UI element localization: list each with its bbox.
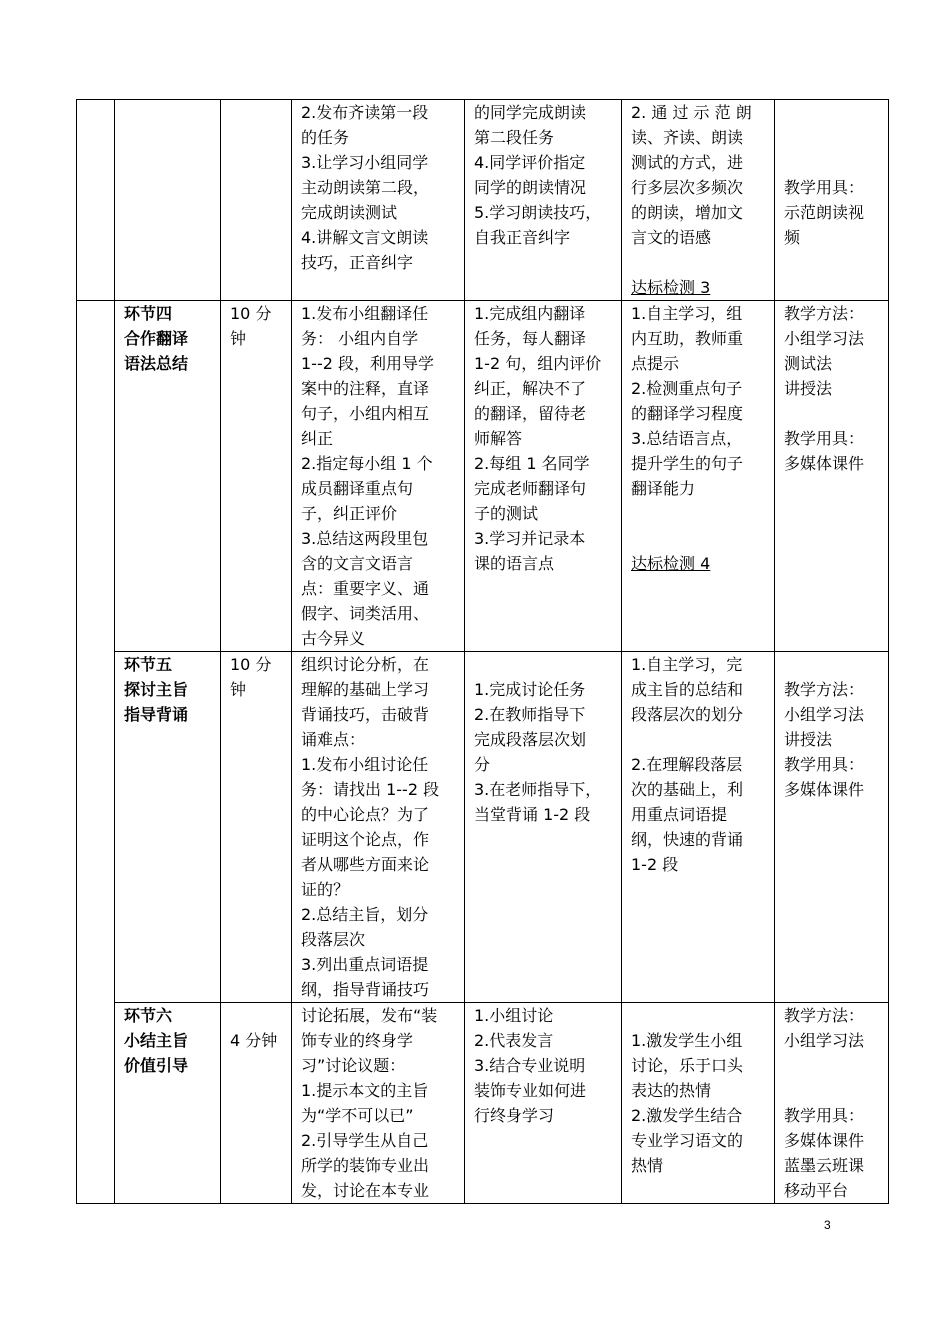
cell-text-line: 3.列出重点词语提	[301, 955, 429, 974]
cell-text-line: 2.在理解段落层	[631, 755, 743, 774]
lesson-plan-table	[76, 99, 889, 1204]
cell-text-line: 提升学生的句子	[631, 454, 744, 473]
cell-text-line: 1.自主学习，完	[631, 655, 743, 674]
cell-text-line: 指导背诵	[124, 705, 189, 724]
table-row-stage6	[77, 1003, 889, 1204]
cell-text-line: 组织讨论分析，在	[301, 655, 430, 674]
cell-text-line: 技巧，正音纠字	[301, 253, 414, 272]
cell-text-line: 所学的装饰专业出	[301, 1156, 430, 1175]
cell-text-line: 完成段落层次划	[474, 730, 587, 749]
blank-line	[474, 652, 615, 677]
time-cell	[221, 1003, 292, 1204]
cell-text-line: 2.指定每小组 1 个	[301, 454, 433, 473]
time-cell	[221, 652, 292, 1003]
stage-cell-empty	[115, 100, 221, 301]
cell-text-line: 当堂背诵 1-2 段	[474, 805, 591, 824]
cell-text-line: 达标检测 3	[631, 278, 711, 297]
cell-text-line: 环节四	[124, 304, 173, 323]
cell-text-line: 3.学习并记录本	[474, 529, 586, 548]
cell-text-line: 1.激发学生小组	[631, 1031, 743, 1050]
student-activity-cell	[465, 1003, 622, 1204]
cell-text-line: 段落层次的划分	[631, 705, 744, 724]
cell-text-line: 课的语言点	[474, 554, 555, 573]
cell-text-line: 1.完成讨论任务	[474, 680, 586, 699]
cell-text-line: 用重点词语提	[631, 805, 728, 824]
cell-text-line: 环节六	[124, 1006, 173, 1025]
cell-text-line: 3.总结语言点，	[631, 429, 743, 448]
cell-text-line: 1.发布小组翻译任	[301, 304, 429, 323]
cell-text-line: 的翻译学习程度	[631, 404, 744, 423]
cell-text-line: 5.学习朗读技巧，	[474, 203, 602, 222]
cell-text-line: 任务，每人翻译	[474, 329, 587, 348]
cell-text-line: 语法总结	[124, 354, 189, 373]
teacher-activity-cell	[292, 100, 465, 301]
cell-text-line: 专业学习语文的	[631, 1131, 744, 1150]
cell-text-line: 1-2 段	[631, 855, 679, 874]
blank-line	[784, 125, 882, 150]
cell-text-line: 小组学习法	[784, 705, 865, 724]
cell-text-line: 讨论，乐于口头	[631, 1056, 744, 1075]
cell-text-line: 证的？	[301, 880, 350, 899]
stage-name	[115, 1003, 221, 1204]
cell-text-line: 子的测试	[474, 504, 539, 523]
cell-text-line: 1.提示本文的主旨	[301, 1081, 429, 1100]
cell-text-line: 主动朗读第二段，	[301, 178, 430, 197]
time-cell	[221, 301, 292, 652]
cell-text-line: 理解的基础上学习	[301, 680, 430, 699]
teacher-activity-cell	[292, 301, 465, 652]
cell-text-line: 1.自主学习，组	[631, 304, 743, 323]
cell-text-line: 行多层次多频次	[631, 178, 744, 197]
cell-text-line: 教学用具：	[784, 178, 865, 197]
cell-text-line: 分	[474, 755, 491, 774]
cell-text-line: 行终身学习	[474, 1106, 555, 1125]
cell-text-line: 蓝墨云班课	[784, 1156, 865, 1175]
stage-name	[115, 652, 221, 1003]
cell-text-line: 务： 小组内自学	[301, 329, 419, 348]
method-tools-cell	[775, 100, 889, 301]
cell-text-line: 多媒体课件	[784, 780, 865, 799]
cell-text-line: 3.总结这两段里包	[301, 529, 429, 548]
cell-text-line: 点提示	[631, 354, 680, 373]
cell-text-line: 证明这个论点，作	[301, 830, 430, 849]
cell-text-line: 10 分	[230, 655, 272, 674]
cell-text-line: 讲授法	[784, 730, 833, 749]
cell-text-line: 师解答	[474, 429, 523, 448]
time-cell-empty	[221, 100, 292, 301]
cell-text-line: 教学用具：	[784, 755, 865, 774]
cell-text-line: 者从哪些方面来论	[301, 855, 430, 874]
cell-text-line: 讲授法	[784, 379, 833, 398]
cell-text-line: 含的文言文语言	[301, 554, 414, 573]
cell-text-line: 教学用具：	[784, 1106, 865, 1125]
section-cell-empty	[77, 100, 115, 301]
cell-text-line: 习”讨论议题：	[301, 1056, 406, 1075]
cell-text-line: 4.讲解文言文朗读	[301, 228, 429, 247]
page-number: 3	[824, 1218, 831, 1232]
student-activity-cell	[465, 301, 622, 652]
cell-text-line: 3.让学习小组同学	[301, 153, 429, 172]
cell-text-line: 多媒体课件	[784, 1131, 865, 1150]
section-label	[77, 301, 115, 1204]
blank-line	[784, 150, 882, 175]
cell-text-line: 2.总结主旨，划分	[301, 905, 429, 924]
table-row-stage5	[77, 652, 889, 1003]
cell-text-line: 纠正	[301, 429, 334, 448]
table-row-continued	[77, 100, 889, 301]
cell-text-line: 的翻译，留待老	[474, 404, 587, 423]
blank-line	[631, 501, 768, 526]
cell-text-line: 2.检测重点句子	[631, 379, 743, 398]
blank-line	[631, 727, 768, 752]
design-intent-cell	[622, 1003, 775, 1204]
cell-text-line: 完成老师翻译句	[474, 479, 587, 498]
cell-text-line: 句子，小组内相互	[301, 404, 430, 423]
cell-text-line: 纲，指导背诵技巧	[301, 980, 430, 999]
blank-line	[784, 1053, 882, 1078]
cell-text-line: 教学方法：	[784, 304, 865, 323]
method-tools-cell	[775, 301, 889, 652]
cell-text-line: 自我正音纠字	[474, 228, 571, 247]
cell-text-line: 饰专业的终身学	[301, 1031, 414, 1050]
cell-text-line: 内互助，教师重	[631, 329, 744, 348]
cell-text-line: 古今异义	[301, 629, 366, 648]
cell-text-line: 1.小组讨论	[474, 1006, 554, 1025]
cell-text-line: 第二段任务	[474, 128, 555, 147]
cell-text-line: 移动平台	[784, 1181, 849, 1200]
cell-text-line: 成员翻译重点句	[301, 479, 414, 498]
cell-text-line: 小组学习法	[784, 329, 865, 348]
cell-text-line: 热情	[631, 1156, 664, 1175]
stage-name	[115, 301, 221, 652]
cell-text-line: 子，纠正评价	[301, 504, 398, 523]
cell-text-line: 2.激发学生结合	[631, 1106, 743, 1125]
cell-text-line: 假字、词类活用、	[301, 604, 430, 623]
cell-text-line: 钟	[230, 680, 247, 699]
cell-text-line: 装饰专业如何进	[474, 1081, 587, 1100]
cell-text-line: 3.结合专业说明	[474, 1056, 586, 1075]
method-tools-cell	[775, 652, 889, 1003]
method-tools-cell	[775, 1003, 889, 1204]
cell-text-line: 2.在教师指导下	[474, 705, 586, 724]
student-activity-cell	[465, 652, 622, 1003]
blank-line	[784, 100, 882, 125]
cell-text-line: 段落层次	[301, 930, 366, 949]
cell-text-line: 测试的方式，进	[631, 153, 744, 172]
cell-text-line: 次的基础上，利	[631, 780, 744, 799]
cell-text-line: 1-2 句，组内评价	[474, 354, 602, 373]
design-intent-cell	[622, 100, 775, 301]
cell-text-line: 2.代表发言	[474, 1031, 554, 1050]
cell-text-line: 2.每组 1 名同学	[474, 454, 590, 473]
table-row-stage4	[77, 301, 889, 652]
cell-text-line: 诵难点：	[301, 730, 366, 749]
blank-line	[784, 1078, 882, 1103]
cell-text-line: 4.同学评价指定	[474, 153, 586, 172]
blank-line	[631, 526, 768, 551]
teacher-activity-cell	[292, 1003, 465, 1204]
teacher-activity-cell	[292, 652, 465, 1003]
cell-text-line: 1--2 段，利用导学	[301, 354, 434, 373]
cell-text-line: 2.发布齐读第一段	[301, 103, 429, 122]
cell-text-line: 案中的注释，直译	[301, 379, 430, 398]
cell-text-line: 教学方法：	[784, 1006, 865, 1025]
cell-text-line: 小组学习法	[784, 1031, 865, 1050]
cell-text-line: 1.完成组内翻译	[474, 304, 586, 323]
cell-text-line: 点：重要字义、通	[301, 579, 430, 598]
cell-text-line: 达标检测 4	[631, 554, 711, 573]
cell-text-line: 钟	[230, 329, 247, 348]
cell-text-line: 的任务	[301, 128, 350, 147]
cell-text-line: 探讨主旨	[124, 680, 189, 699]
cell-text-line: 价值引导	[124, 1056, 189, 1075]
cell-text-line: 纲，快速的背诵	[631, 830, 744, 849]
cell-text-line: 表达的热情	[631, 1081, 712, 1100]
cell-text-line: 纠正，解决不了	[474, 379, 587, 398]
cell-text-line: 4 分钟	[230, 1031, 278, 1050]
cell-text-line: 的朗读，增加文	[631, 203, 744, 222]
cell-text-line: 为“学不可以已”	[301, 1106, 414, 1125]
cell-text-line: 完成朗读测试	[301, 203, 398, 222]
cell-text-line: 小结主旨	[124, 1031, 189, 1050]
cell-text-line: 发，讨论在本专业	[301, 1181, 430, 1200]
cell-text-line: 务：请找出 1--2 段	[301, 780, 440, 799]
cell-text-line: 2.引导学生从自己	[301, 1131, 429, 1150]
cell-text-line: 3.在老师指导下，	[474, 780, 602, 799]
cell-text-line: 环节五	[124, 655, 173, 674]
cell-text-line: 翻译能力	[631, 479, 696, 498]
cell-text-line: 同学的朗读情况	[474, 178, 587, 197]
blank-line	[631, 250, 768, 275]
cell-text-line: 1.发布小组讨论任	[301, 755, 429, 774]
cell-text-line: 教学方法：	[784, 680, 865, 699]
design-intent-cell	[622, 301, 775, 652]
blank-line	[230, 1003, 285, 1028]
student-activity-cell	[465, 100, 622, 301]
cell-text-line: 讨论拓展，发布“装	[301, 1006, 438, 1025]
cell-text-line: 读、齐读、朗读	[631, 128, 744, 147]
cell-text-line: 多媒体课件	[784, 454, 865, 473]
cell-text-line: 10 分	[230, 304, 272, 323]
design-intent-cell	[622, 652, 775, 1003]
blank-line	[784, 652, 882, 677]
cell-text-line: 背诵技巧，击破背	[301, 705, 430, 724]
cell-text-line: 教学用具：	[784, 429, 865, 448]
cell-text-line: 2. 通 过 示 范 朗	[631, 103, 752, 122]
cell-text-line: 示范朗读视	[784, 203, 865, 222]
cell-text-line: 的中心论点？为了	[301, 805, 430, 824]
cell-text-line: 测试法	[784, 354, 833, 373]
cell-text-line: 频	[784, 228, 801, 247]
blank-line	[631, 1003, 768, 1028]
cell-text-line: 言文的语感	[631, 228, 712, 247]
blank-line	[784, 401, 882, 426]
cell-text-line: 成主旨的总结和	[631, 680, 744, 699]
cell-text-line: 合作翻译	[124, 329, 189, 348]
cell-text-line: 的同学完成朗读	[474, 103, 587, 122]
